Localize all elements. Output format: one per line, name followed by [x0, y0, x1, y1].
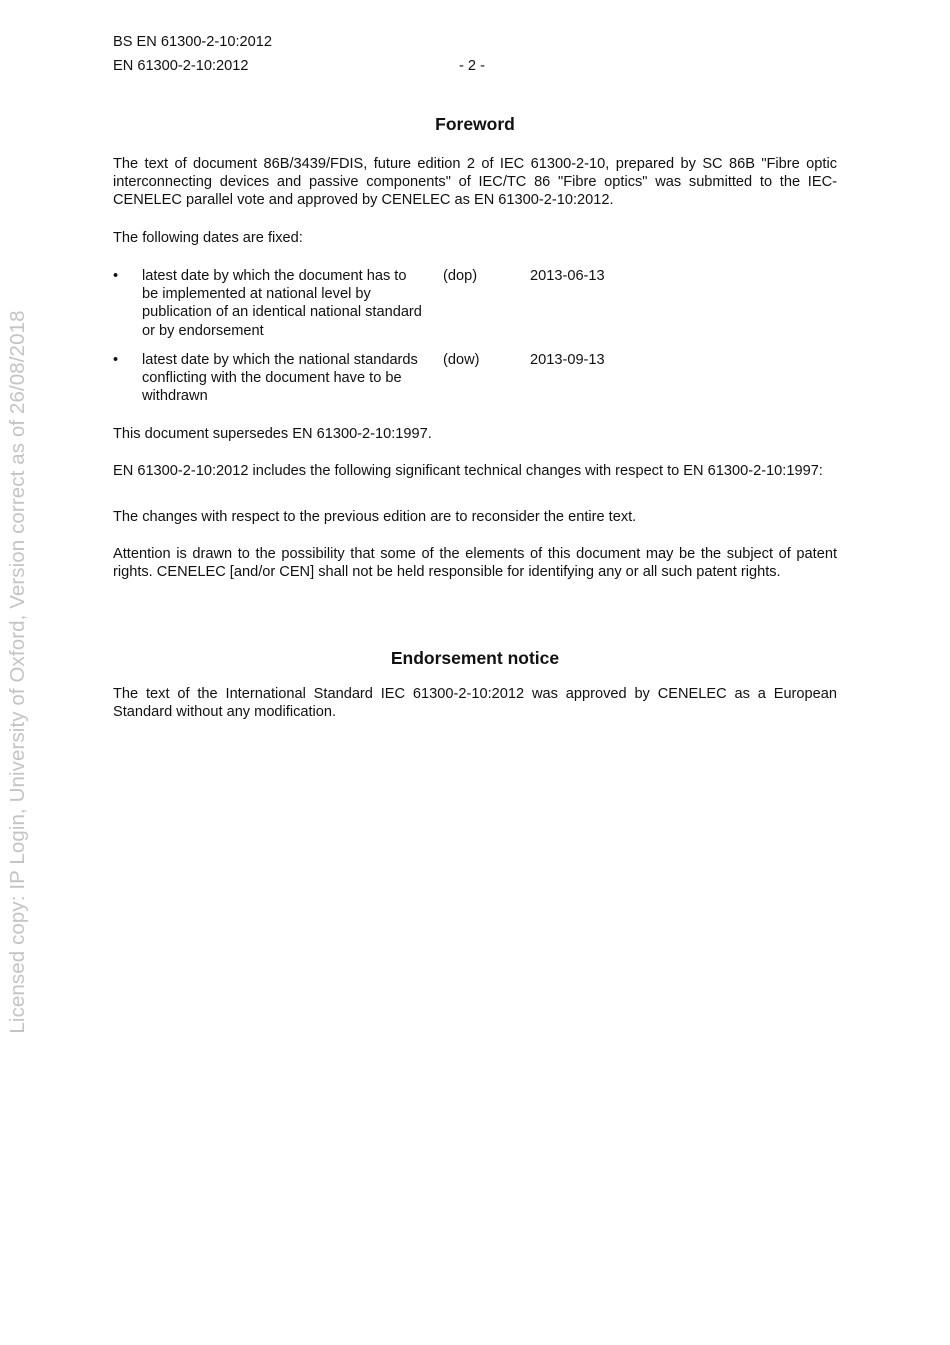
date-item-date: 2013-09-13 [530, 352, 605, 368]
dates-intro: The following dates are fixed: [113, 230, 303, 246]
bullet-icon: • [113, 352, 119, 368]
date-item-date: 2013-06-13 [530, 268, 605, 284]
header-standard-id: BS EN 61300-2-10:2012 [113, 34, 273, 50]
changes-intro: EN 61300-2-10:2012 includes the following significant technical changes with respect to EN 61300-2-10:1997: [113, 463, 823, 479]
date-item-code: (dop) [443, 268, 478, 284]
date-item-text: latest date by which the document has to be implemented at national level by publication of an identical national standard or by endorsement [142, 268, 422, 339]
patent-text: Attention is drawn to the possibility that some of the elements of this document may be the subject of patent rights. CENELEC [and/or CEN] shall not be held responsible for identifying any or all such patent rights. [113, 546, 837, 581]
endorsement-text: The text of the International Standard IEC 61300-2-10:2012 was approved by CENELEC as a European Standard without any modification. [113, 686, 837, 721]
foreword-title: Foreword [435, 114, 515, 134]
header-en-id: EN 61300-2-10:2012 [113, 58, 249, 74]
license-watermark: Licensed copy: IP Login, University of Oxford, Version correct as of 26/08/2018 [5, 310, 29, 1034]
bullet-icon: • [113, 268, 119, 284]
date-item-code: (dow) [443, 352, 480, 368]
supersedes-text: This document supersedes EN 61300-2-10:1997. [113, 426, 432, 442]
changes-text: The changes with respect to the previous edition are to reconsider the entire text. [113, 509, 637, 525]
foreword-intro: The text of document 86B/3439/FDIS, future edition 2 of IEC 61300-2-10, prepared by SC 86B "Fibre optic interconnecting devices and passive components" of IEC/TC 86 "Fibre optics" was submitted to the IEC-CENELEC parallel vote and approved by CENELEC as EN 61300-2-10:2012. [113, 156, 837, 209]
endorsement-title: Endorsement notice [390, 648, 560, 668]
page-number: - 2 - [459, 58, 485, 74]
date-item-text: latest date by which the national standards conflicting with the document have to be withdrawn [142, 352, 418, 405]
